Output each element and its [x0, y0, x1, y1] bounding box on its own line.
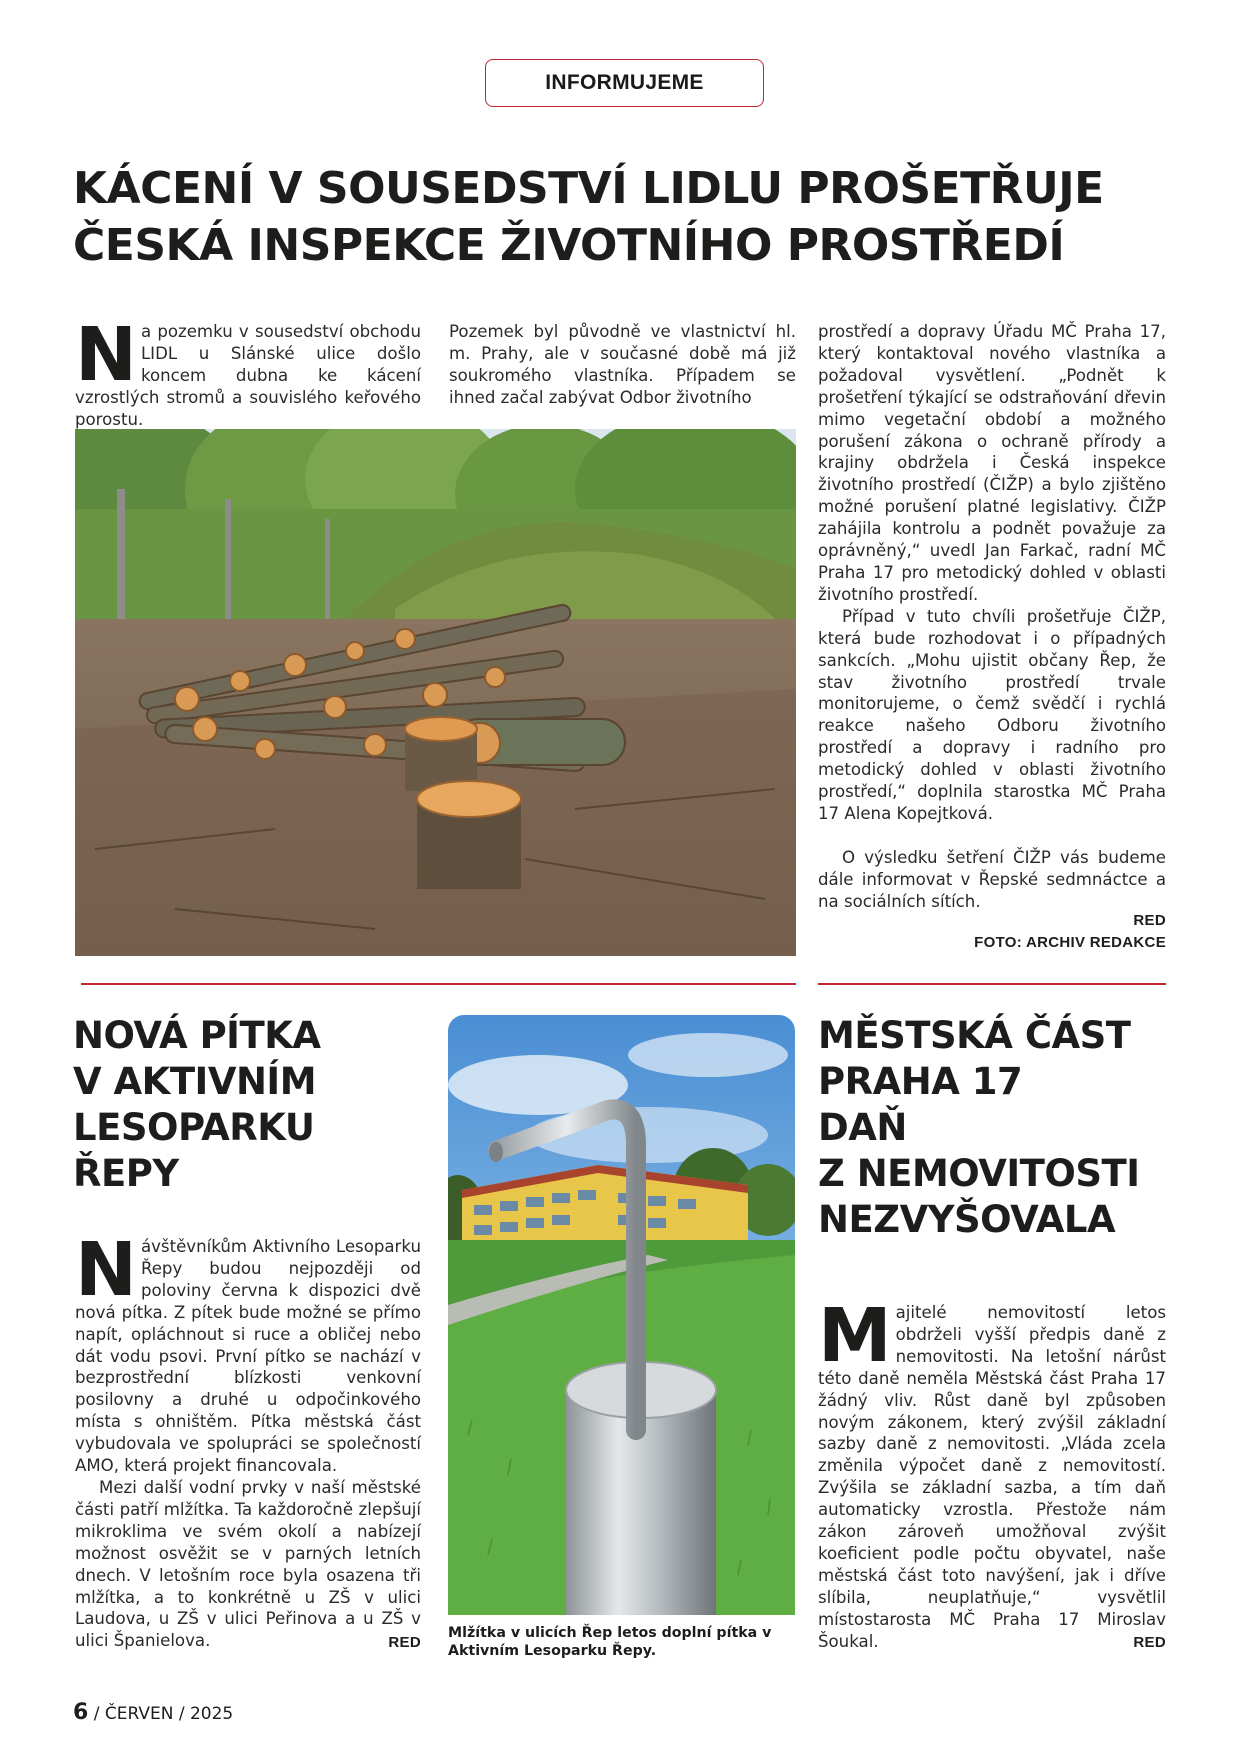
- fountains-p2: Mezi další vodní prvky v naší městské části patří mlžítka. Ta každoročně zlepšují mikroklima ve svém okolí a nabízejí možnost osvěžit se v parných letních dnech. V letošním roce byla osazena tři mlžítka, a to konkrétně u ZŠ v ulici Laudova, u ZŠ v ulici Peřinova a u ZŠ v ulici Španielova.: [75, 1477, 421, 1651]
- page-footer: [73, 1700, 233, 1725]
- main-col3-p3: O výsledku šetření ČIŽP vás budeme dále informovat v Řepské sedmnáctce a na sociálních sítích.: [818, 847, 1166, 911]
- issue-date: / ČERVEN / 2025: [93, 1704, 234, 1724]
- divider-left: [81, 983, 796, 985]
- fountains-signature: RED: [388, 1634, 421, 1651]
- tax-article-body: [818, 1293, 1166, 1653]
- fountains-article-body: [75, 1227, 421, 1652]
- main-article-col3: [818, 321, 1166, 913]
- main-dropcap: N: [75, 312, 137, 398]
- main-col2-text: Pozemek byl původně ve vlastnictví hl. m. Prahy, ale v současné době má již soukromého vlastníka. Případem se ihned začal zabývat Odbor životního: [449, 322, 796, 407]
- main-col3-p2: Případ v tuto chvíli prošetřuje ČIŽP, která bude rozhodovat i o případných sankcích. „Mohu ujistit občany Řep, že stav životního prostředí trvale monitorujeme, o čemž svědčí i rychlá reakce našeho Odboru životního prostředí a dopravy i radního pro metodický dohled v oblasti životního prostředí,“ doplnila starostka MČ Praha 17 Alena Kopejtková.: [818, 606, 1166, 823]
- fountains-headline-line3: LESOPARKU: [73, 1106, 315, 1149]
- photo-credit: FOTO: ARCHIV REDAKCE: [974, 934, 1166, 951]
- main-headline-line2: ČESKÁ INSPEKCE ŽIVOTNÍHO PROSTŘEDÍ: [73, 220, 1065, 271]
- main-article-col1: [75, 312, 421, 431]
- tax-signature: RED: [1133, 1634, 1166, 1651]
- tax-headline-line3: DAŇ: [818, 1106, 907, 1149]
- tax-headline-line5: NEZVYŠOVALA: [818, 1198, 1116, 1241]
- fountains-headline-line2: V AKTIVNÍM: [73, 1060, 317, 1103]
- fountains-headline-line4: ŘEPY: [73, 1152, 179, 1195]
- main-headline-line1: KÁCENÍ V SOUSEDSTVÍ LIDLU PROŠETŘUJE: [73, 163, 1104, 214]
- tax-dropcap: M: [818, 1293, 892, 1379]
- main-headline: [73, 160, 1173, 274]
- photo-felled-trees-illustration: [75, 429, 796, 956]
- main-col3-p1: prostředí a dopravy Úřadu MČ Praha 17, který kontaktoval nového vlastníka a požadoval vysvětlení. „Podnět k prošetření týkající se odstraňování dřevin mimo vegetační období a možného porušení zákona o ochraně přírody a krajiny obdržela i Česká inspekce životního prostředí (ČIŽP) a bylo zjištěno možné porušení platné legislativy. ČIŽP zahájila kontrolu a podnět považuje za oprávněný,“ uvedl Jan Farkač, radní MČ Praha 17 pro metodický dohled v oblasti životního prostředí.: [818, 322, 1166, 604]
- photo-mist-fountain: [448, 1015, 795, 1615]
- fountains-headline: [73, 1013, 413, 1197]
- photo-mist-fountain-illustration: [448, 1015, 795, 1615]
- fountain-photo-caption: Mlžítka v ulicích Řep letos doplní pítka v Aktivním Lesoparku Řepy.: [448, 1625, 772, 1659]
- tax-p1: ajitelé nemovitostí letos obdrželi vyšší předpis daně z nemovitosti. Na letošní nárůst této daně neměla Městská část Praha 17 žádný vliv. Růst daně byl způsoben novým zákonem, který zvýšil základní sazby daně z nemovitosti. „Vláda zcela změnila výpočet daně z nemovitostí. Zvýšila se základní sazba, a tím daň automaticky vzrostla. Přestože nám zákon zároveň umožňoval zvýšit koeficient podle počtu obyvatel, naše městská část toto navýšení, jak i dříve slíbila, neuplatňuje,“ vysvětlil místostarosta MČ Praha 17 Miroslav Šoukal.: [818, 1303, 1166, 1651]
- tax-headline-line1: MĚSTSKÁ ČÁST: [818, 1014, 1131, 1057]
- fountains-headline-line1: NOVÁ PÍTKA: [73, 1014, 321, 1057]
- tax-headline: [818, 1013, 1178, 1243]
- photo-felled-trees: [75, 429, 796, 956]
- fountains-p1: ávštěvníkům Aktivního Lesoparku Řepy budou nejpozději od poloviny června k dispozici dvě nová pítka. Z pítek bude možné se přímo napít, opláchnout si ruce a obličej nebo dát vodu psovi. První pítko se nachází v bezprostřední blízkosti venkovní posilovny a druhé u odpočinkového místa s ohništěm. Pítka městská část vybudovala ve spolupráci se společností AMO, která projekt financovala.: [75, 1237, 421, 1476]
- main-col1-text: a pozemku v sousedství obchodu LIDL u Slánské ulice došlo koncem dubna ke kácení vzrostlých stromů a souvislého keřového porostu.: [75, 322, 421, 429]
- tax-headline-line2: PRAHA 17: [818, 1060, 1023, 1103]
- section-label: INFORMUJEME: [485, 59, 764, 107]
- fountains-dropcap: N: [75, 1227, 137, 1313]
- tax-headline-line4: Z NEMOVITOSTI: [818, 1152, 1140, 1195]
- page-number: 6: [73, 1700, 89, 1725]
- main-article-col2: [449, 321, 796, 409]
- main-signature: RED: [1133, 912, 1166, 929]
- divider-right: [818, 983, 1166, 985]
